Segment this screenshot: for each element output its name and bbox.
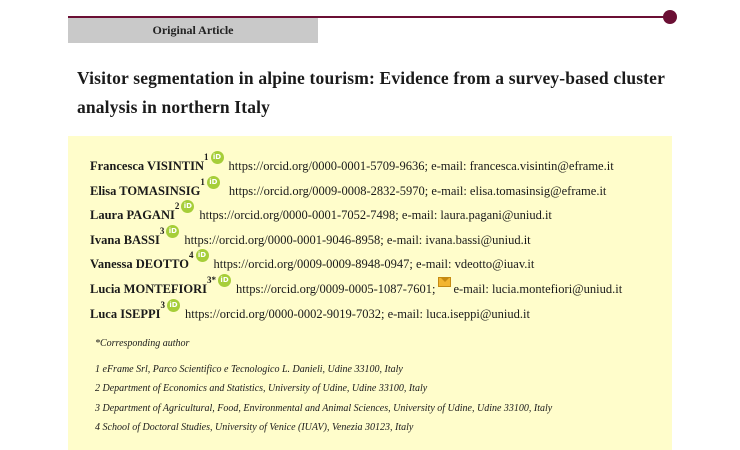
orcid-link[interactable]: https://orcid.org/0000-0001-7052-7498; (199, 208, 399, 223)
author-row: Ivana BASSI 3 iD https://orcid.org/0000-0001-9046-8958; e-mail: ivana.bassi@uniud.it (90, 225, 531, 247)
author-name: Vanessa DEOTTO (90, 257, 189, 272)
email-link[interactable]: laura.pagani@uniud.it (440, 208, 552, 223)
affiliation-item: 2 Department of Economics and Statistics, University of Udine, Udine 33100, Italy (95, 383, 428, 395)
affiliation-list (95, 364, 552, 441)
orcid-link[interactable]: https://orcid.org/0000-0001-9046-8958; (184, 232, 384, 247)
author-row: Elisa TOMASINSIG 1 iD https://orcid.org/0009-0008-2832-5970; e-mail: elisa.tomasinsig@eframe.it (90, 176, 607, 198)
orcid-icon[interactable]: iD (166, 225, 179, 238)
envelope-icon[interactable] (438, 277, 451, 287)
author-row: Vanessa DEOTTO 4 iD https://orcid.org/0009-0009-8948-0947; e-mail: vdeotto@iuav.it (90, 250, 535, 272)
author-row: Francesca VISINTIN 1 iD https://orcid.org/0000-0001-5709-9636; e-mail: francesca.visintin@eframe.it (90, 152, 614, 173)
email-prefix: e-mail: (401, 208, 438, 223)
email-link[interactable]: elisa.tomasinsig@eframe.it (469, 183, 607, 198)
section-label: Original Article (68, 18, 318, 43)
article-title: Visitor segmentation in alpine tourism: Evidence from a survey-based cluster analysis in northern Italy (77, 68, 665, 117)
email-prefix: e-mail: (387, 306, 423, 321)
author-name: Ivana BASSI (90, 232, 160, 247)
author-name: Elisa TOMASINSIG (90, 183, 201, 198)
author-name: Lucia MONTEFIORI (90, 281, 208, 296)
orcid-icon[interactable]: iD (211, 151, 224, 164)
orcid-icon[interactable]: iD (207, 176, 220, 189)
author-name: Luca ISEPPI (90, 306, 161, 321)
email-prefix: e-mail: (416, 257, 452, 272)
corresponding-author-note: *Corresponding author (95, 338, 190, 349)
author-row: Luca ISEPPI 3 iD https://orcid.org/0000-0002-9019-7032; e-mail: luca.iseppi@uniud.it (90, 299, 530, 321)
orcid-link[interactable]: https://orcid.org/0009-0009-8948-0947; (213, 257, 413, 272)
email-prefix: e-mail: (431, 159, 467, 173)
email-link[interactable]: lucia.montefiori@uniud.it (491, 281, 623, 296)
author-row: Lucia MONTEFIORI 3* iD https://orcid.org/0009-0005-1087-7601; e-mail: lucia.montefiori@uniud.it (90, 274, 623, 296)
orcid-link[interactable]: https://orcid.org/0000-0001-5709-9636; (228, 159, 428, 173)
email-link[interactable]: ivana.bassi@uniud.it (425, 232, 531, 247)
email-link[interactable]: francesca.visintin@eframe.it (469, 159, 614, 173)
orcid-link[interactable]: https://orcid.org/0000-0002-9019-7032; (185, 306, 385, 321)
author-row: Laura PAGANI 2 iD https://orcid.org/0000-0001-7052-7498; e-mail: laura.pagani@uniud.it (90, 201, 552, 223)
author-name: Laura PAGANI (90, 208, 175, 223)
header-rule-dot (663, 10, 677, 24)
email-link[interactable]: luca.iseppi@uniud.it (426, 306, 530, 321)
email-link[interactable]: vdeotto@iuav.it (454, 257, 535, 272)
orcid-icon[interactable]: iD (181, 200, 194, 213)
orcid-link[interactable]: https://orcid.org/0009-0008-2832-5970; (228, 183, 429, 198)
affiliation-item: 1 eFrame Srl, Parco Scientifico e Tecnologico L. Danieli, Udine 33100, Italy (95, 364, 403, 375)
orcid-link[interactable]: https://orcid.org/0009-0005-1087-7601; (236, 281, 436, 296)
orcid-icon[interactable]: iD (196, 249, 209, 262)
affiliation-item: 3 Department of Agricultural, Food, Environmental and Animal Sciences, University of Udine, Udine 33100, Italy (95, 402, 553, 414)
orcid-icon[interactable]: iD (167, 299, 180, 312)
author-list (90, 152, 623, 329)
email-prefix: e-mail: (431, 183, 467, 198)
orcid-icon[interactable]: iD (218, 274, 231, 287)
email-prefix: e-mail: (453, 281, 489, 296)
author-name: Francesca VISINTIN (90, 159, 205, 173)
email-prefix: e-mail: (386, 232, 423, 247)
affiliation-item: 4 School of Doctoral Studies, University of Venice (IUAV), Venezia 30123, Italy (95, 421, 414, 433)
